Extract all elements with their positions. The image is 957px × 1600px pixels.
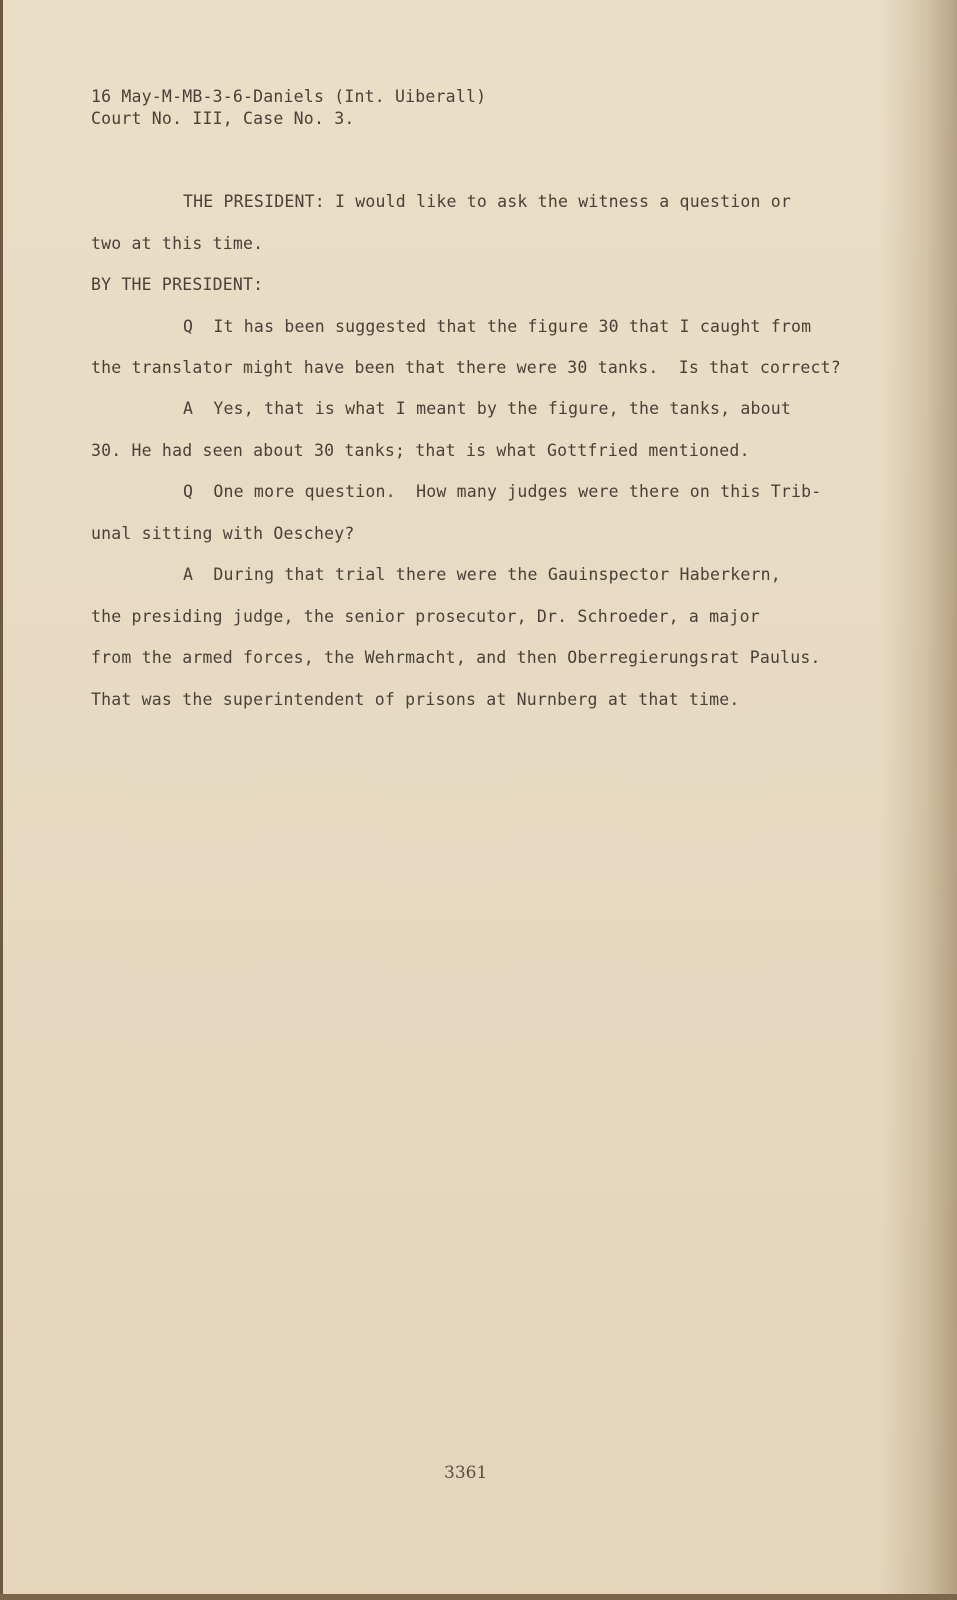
- answer-2-line-1: A During that trial there were the Gauinspector Haberkern,: [183, 565, 781, 584]
- answer-1-line-1: A Yes, that is what I meant by the figure, the tanks, about: [183, 399, 792, 418]
- page-number: 3361: [444, 1463, 488, 1483]
- header-session-line: 16 May-M-MB-3-6-Daniels (Int. Uiberall): [91, 87, 487, 106]
- answer-2-line-3: from the armed forces, the Wehrmacht, and then Oberregierungsrat Paulus.: [91, 648, 821, 667]
- header-court-line: Court No. III, Case No. 3.: [91, 109, 355, 128]
- document-header: [91, 86, 486, 130]
- question-2-line-1: Q One more question. How many judges were there on this Trib-: [183, 482, 822, 501]
- page-left-edge: [0, 0, 3, 1600]
- president-speech-line-2: two at this time.: [91, 234, 264, 253]
- question-1-line-2: the translator might have been that there were 30 tanks. Is that correct?: [91, 358, 841, 377]
- question-2-line-2: unal sitting with Oeschey?: [91, 524, 355, 543]
- answer-1-line-2: 30. He had seen about 30 tanks; that is what Gottfried mentioned.: [91, 441, 750, 460]
- president-speech-line-1: THE PRESIDENT: I would like to ask the witness a question or: [183, 192, 792, 211]
- answer-2-line-4: That was the superintendent of prisons at Nurnberg at that time.: [91, 690, 740, 709]
- question-1-line-1: Q It has been suggested that the figure 30 that I caught from: [183, 317, 812, 336]
- answer-2-line-2: the presiding judge, the senior prosecutor, Dr. Schroeder, a major: [91, 607, 760, 626]
- examination-heading: BY THE PRESIDENT:: [91, 275, 264, 294]
- page-bottom-edge: [0, 1594, 957, 1600]
